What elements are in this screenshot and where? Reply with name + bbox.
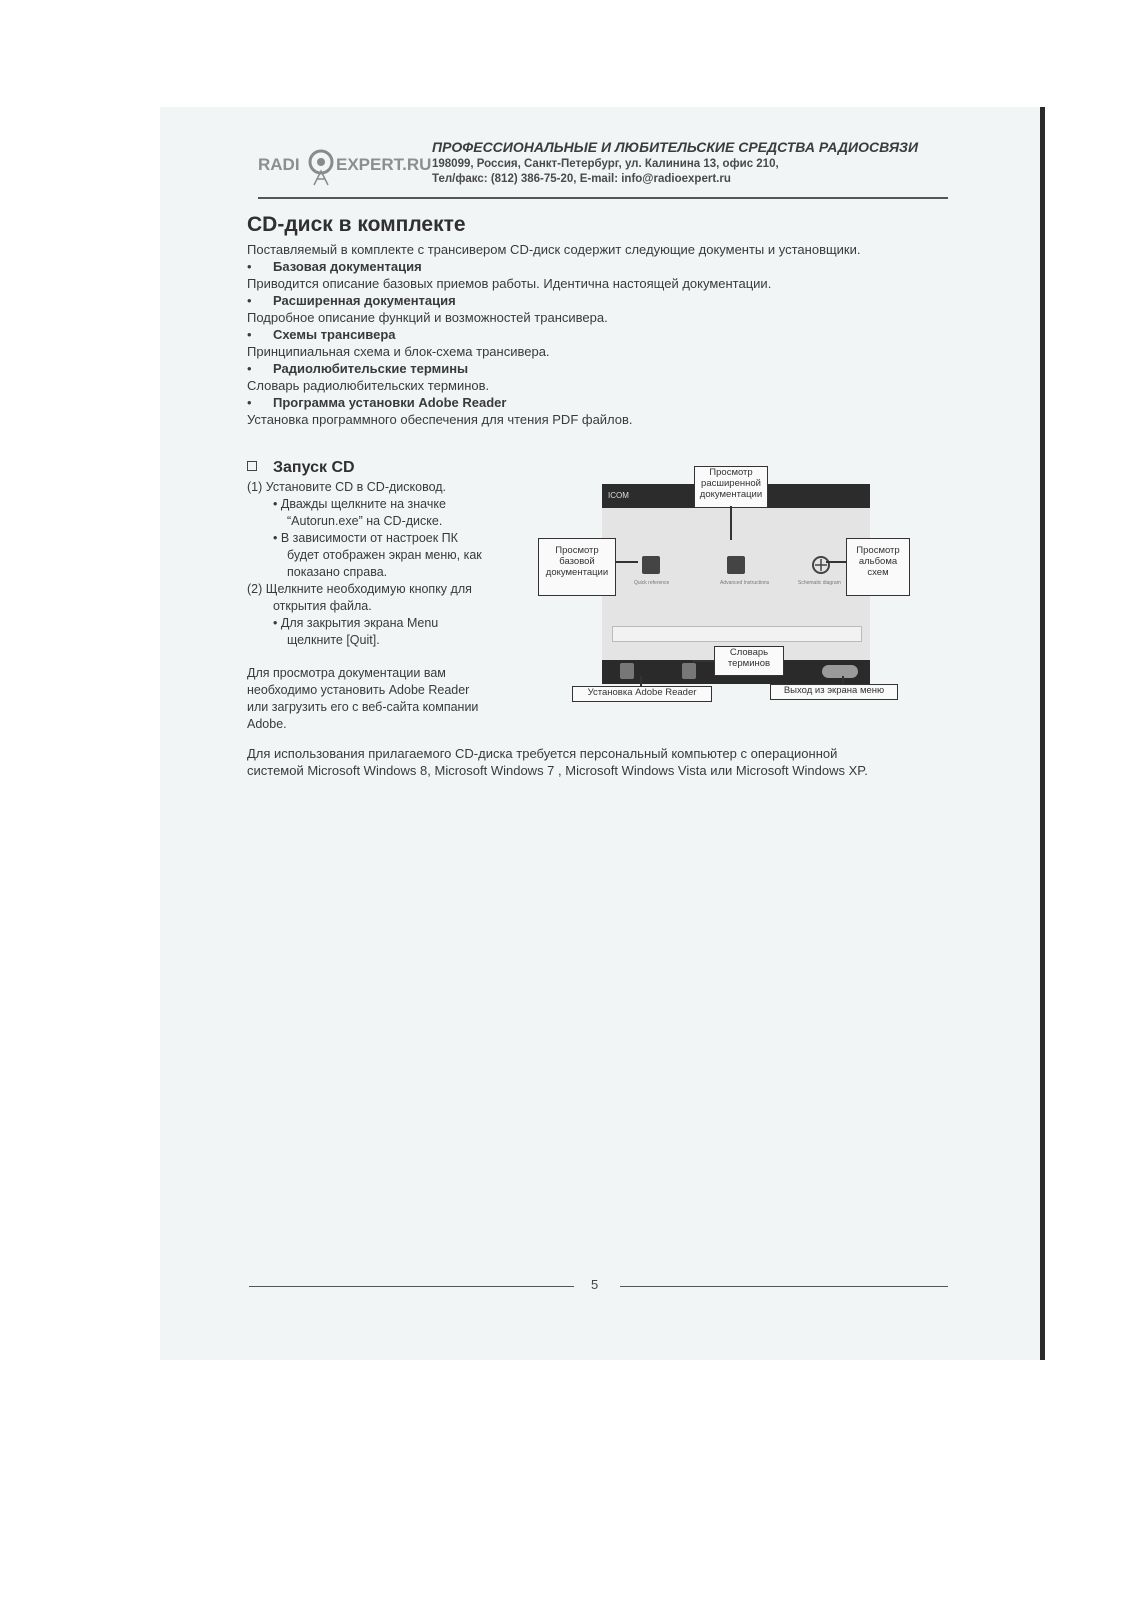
list-item-title xyxy=(247,258,947,275)
callout-line: терминов xyxy=(727,658,771,669)
bullet: • xyxy=(247,361,252,376)
page-title: CD-диск в комплекте xyxy=(247,213,466,236)
callout-album xyxy=(846,538,910,596)
bullet: • xyxy=(247,327,252,342)
item-title-basic-docs: Базовая документация xyxy=(273,259,422,274)
item-desc-glossary: Словарь радиолюбительских терминов. xyxy=(247,378,490,393)
step-line: щелкните [Quit]. xyxy=(287,633,380,647)
step-line: • Дважды щелкните на значке xyxy=(273,497,446,511)
item-title-adobe: Программа установки Adobe Reader xyxy=(273,395,507,410)
icon-label-advanced: Advanced Instructions xyxy=(720,580,770,586)
callout-line: Просмотр xyxy=(856,545,900,556)
adobe-install-icon[interactable] xyxy=(620,663,634,679)
sysreq-line: системой Microsoft Windows 8, Microsoft Windows 7 , Microsoft Windows Vista или Microsoft Windows XP. xyxy=(247,763,868,778)
callout-line: Просмотр xyxy=(709,467,753,478)
screen-body xyxy=(602,508,870,660)
arrow-glossary xyxy=(692,660,714,662)
schematic-icon[interactable] xyxy=(810,554,832,576)
launch-cd-heading xyxy=(247,459,355,477)
radioexpert-logo xyxy=(258,147,432,187)
item-desc-advanced-docs: Подробное описание функций и возможностей трансивера. xyxy=(247,310,608,325)
list-item-title xyxy=(247,360,947,377)
intro-text: Поставляемый в комплекте с трансивером CD-диск содержит следующие документы и установщики. xyxy=(247,242,861,257)
item-title-advanced-docs: Расширенная документация xyxy=(273,293,456,308)
logo-text-right: EXPERT.RU xyxy=(336,155,432,174)
header-text xyxy=(432,139,918,185)
callout-advanced-docs xyxy=(694,466,768,508)
item-desc-schematics: Принципиальная схема и блок-схема трансивера. xyxy=(247,344,550,359)
adobe-note xyxy=(247,665,478,733)
callout-basic-docs xyxy=(538,538,616,596)
arrow-basic xyxy=(616,561,638,563)
callout-line: базовой xyxy=(559,556,595,567)
advanced-book-icon[interactable] xyxy=(727,556,745,574)
cd-contents-section xyxy=(247,213,947,428)
header-title: ПРОФЕССИОНАЛЬНЫЕ И ЛЮБИТЕЛЬСКИЕ СРЕДСТВА РАДИОСВЯЗИ xyxy=(432,139,919,155)
list-item-title xyxy=(247,394,947,411)
callout-glossary xyxy=(714,646,784,676)
logo-text-left: RADI xyxy=(258,155,300,174)
page-edge xyxy=(1040,107,1045,1360)
system-requirements xyxy=(247,745,868,779)
header-contacts: Тел/факс: (812) 386-75-20, E-mail: info@radioexpert.ru xyxy=(432,173,731,185)
step-line: открытия файла. xyxy=(273,599,372,613)
adobe-note-line: Для просмотра документации вам xyxy=(247,666,446,680)
callout-line: Словарь xyxy=(729,647,769,658)
adobe-note-line: необходимо установить Adobe Reader xyxy=(247,683,470,697)
bullet: • xyxy=(247,293,252,308)
callout-line: расширенной xyxy=(701,478,761,489)
step-line: (2) Щелкните необходимую кнопку для xyxy=(247,582,472,596)
callout-line: документации xyxy=(545,567,609,578)
adobe-note-line: Adobe. xyxy=(247,717,287,731)
radio-antenna-icon xyxy=(306,147,336,187)
bullet: • xyxy=(247,395,252,410)
arrow-exit xyxy=(842,676,844,684)
launch-cd-title: Запуск CD xyxy=(273,459,355,476)
checkbox-square-icon xyxy=(247,461,257,471)
header-rule xyxy=(258,197,948,199)
item-desc-basic-docs: Приводится описание базовых приемов работы. Идентична настоящей документации. xyxy=(247,276,772,291)
icon-label-schematic: Schematic diagram xyxy=(798,580,841,586)
header-address: 198099, Россия, Санкт-Петербург, ул. Калинина 13, офис 210, xyxy=(432,158,779,170)
callout-line: альбома xyxy=(858,556,898,567)
arrow-album xyxy=(826,561,846,563)
adobe-note-line: или загрузить его с веб-сайта компании xyxy=(247,700,479,714)
item-title-glossary: Радиолюбительские термины xyxy=(273,361,469,376)
footer-rule-left xyxy=(249,1286,574,1287)
screen-info-bar xyxy=(612,626,862,642)
arrow-advanced xyxy=(730,506,732,540)
callout-exit: Выход из экрана меню xyxy=(770,684,898,700)
item-desc-adobe: Установка программного обеспечения для чтения PDF файлов. xyxy=(247,412,633,427)
sysreq-line: Для использования прилагаемого CD-диска требуется персональный компьютер с операционной xyxy=(247,746,838,761)
glossary-icon[interactable] xyxy=(682,663,696,679)
step-line: “Autorun.exe” на CD-диске. xyxy=(287,514,443,528)
callout-adobe: Установка Adobe Reader xyxy=(572,686,712,702)
step-line: (1) Установите CD в CD-дисковод. xyxy=(247,480,447,494)
list-item-title xyxy=(247,326,947,343)
cd-menu-figure xyxy=(544,467,927,722)
quit-button[interactable] xyxy=(822,665,858,678)
step-line: будет отображен экран меню, как xyxy=(287,548,482,562)
launch-steps xyxy=(247,479,537,649)
step-line: • В зависимости от настроек ПК xyxy=(273,531,458,545)
step-line: • Для закрытия экрана Menu xyxy=(273,616,439,630)
page-number: 5 xyxy=(591,1277,599,1292)
screen-brand: ICOM xyxy=(608,491,629,500)
callout-line: схем xyxy=(867,567,889,578)
list-item-title xyxy=(247,292,947,309)
icon-label-basic: Quick reference xyxy=(634,580,670,586)
arrow-adobe xyxy=(640,676,642,686)
step-line: показано справа. xyxy=(287,565,388,579)
book-icon[interactable] xyxy=(642,556,660,574)
item-title-schematics: Схемы трансивера xyxy=(273,327,396,342)
callout-line: Просмотр xyxy=(555,545,599,556)
footer-rule-right xyxy=(620,1286,948,1287)
callout-line: документации xyxy=(699,489,763,500)
bullet: • xyxy=(247,259,252,274)
page-header xyxy=(258,139,948,201)
